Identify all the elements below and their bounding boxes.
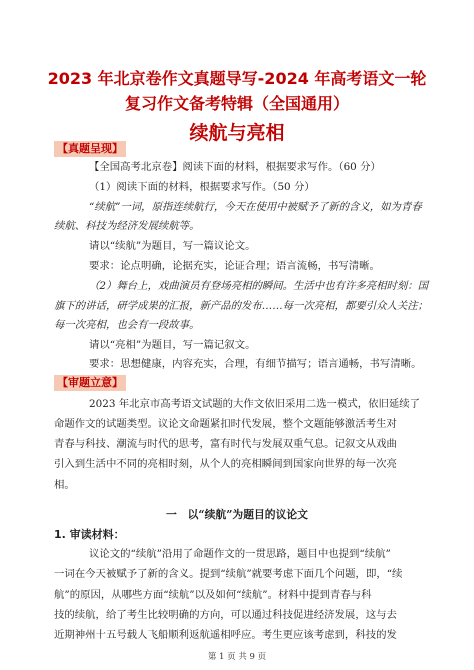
prompt-line: 旗下的讲话，研学成果的汇报，新产品的发布……每一次亮相，都要引众人关注； [54,300,429,312]
prompt-line: 请以“亮相”为题目，写一篇记叙文。 [89,339,256,351]
doc-title-line3: 续航与亮相 [189,122,285,144]
reading-line: 一词在今天被赋予了新的含义。提到“续航”就要考虑下面几个问题，即，“续 [54,568,403,580]
reading-line: 近期神州十五号载人飞船顺利返航遥相呼应。考生更应该考虑到，科技的发 [54,629,397,641]
reading-line: 议论文的“续航”沿用了命题作文的一贯思路，题目中也提到“续航” [89,548,391,560]
section-label-analysis: 【审题立意】 [54,375,126,391]
page-footer: 第 1 页 共 9 页 [207,652,267,662]
analysis-line: 2023 年北京市高考语文试题的大作文依旧采用二选一模式，依旧延续了 [89,398,421,410]
prompt-line: （2）舞台上，戏曲演员有登场亮相的瞬间。生活中也有许多亮相时刻：国 [89,280,429,292]
prompt-line: “续航”一词，原指连续航行，今天在使用中被赋予了新的含义，如为青春 [89,201,422,213]
doc-title-line1: 2023 年北京卷作文真题导写-2024 年高考语文一轮 [47,69,427,88]
part-heading: 一 以“续航”为题目的议论文 [166,508,308,521]
prompt-line: 每一次亮相，也会有一段故事。 [54,319,200,331]
doc-title-line2: 复习作文备考特辑（全国通用） [124,94,349,113]
prompt-line: 【全国高考北京卷】阅读下面的材料，根据要求写作。（60 分） [89,161,381,173]
prompt-line: 请以“续航”为题目，写一篇议论文。 [89,240,256,252]
prompt-line: 续航、科技为经济发展续航等。 [54,220,200,232]
analysis-line: 青春与科技、潮流与时代的思考，富有时代与发展双重气息。记叙文从戏曲 [54,438,397,450]
prompt-line: （1）阅读下面的材料，根据要求写作。（50 分） [89,181,315,193]
prompt-line: 要求：论点明确，论据充实，论证合理；语言流畅，书写清晰。 [89,260,380,272]
reading-line: 技的续航，给了考生比较明确的方向，可以通过科技促进经济发展，这与去 [54,609,397,621]
analysis-line: 命题作文的试题类型。议论文命题紧扣时代发展，整个文题能够激活考生对 [54,418,397,430]
analysis-line: 相。 [54,479,75,491]
reading-line: 航”的原因，从哪些方面“续航”以及如何“续航”。材料中提到青春与科 [54,589,372,601]
section-label-question: 【真题呈现】 [54,141,126,157]
analysis-line: 引入到生活中不同的亮相时刻，从个人的亮相瞬间到国家向世界的每一次亮 [54,458,397,470]
prompt-line: 要求：思想健康，内容充实，合理，有细节描写；语言通畅，书写清晰。 [89,358,422,370]
sub-heading: 1. 审读材料： [54,528,125,541]
